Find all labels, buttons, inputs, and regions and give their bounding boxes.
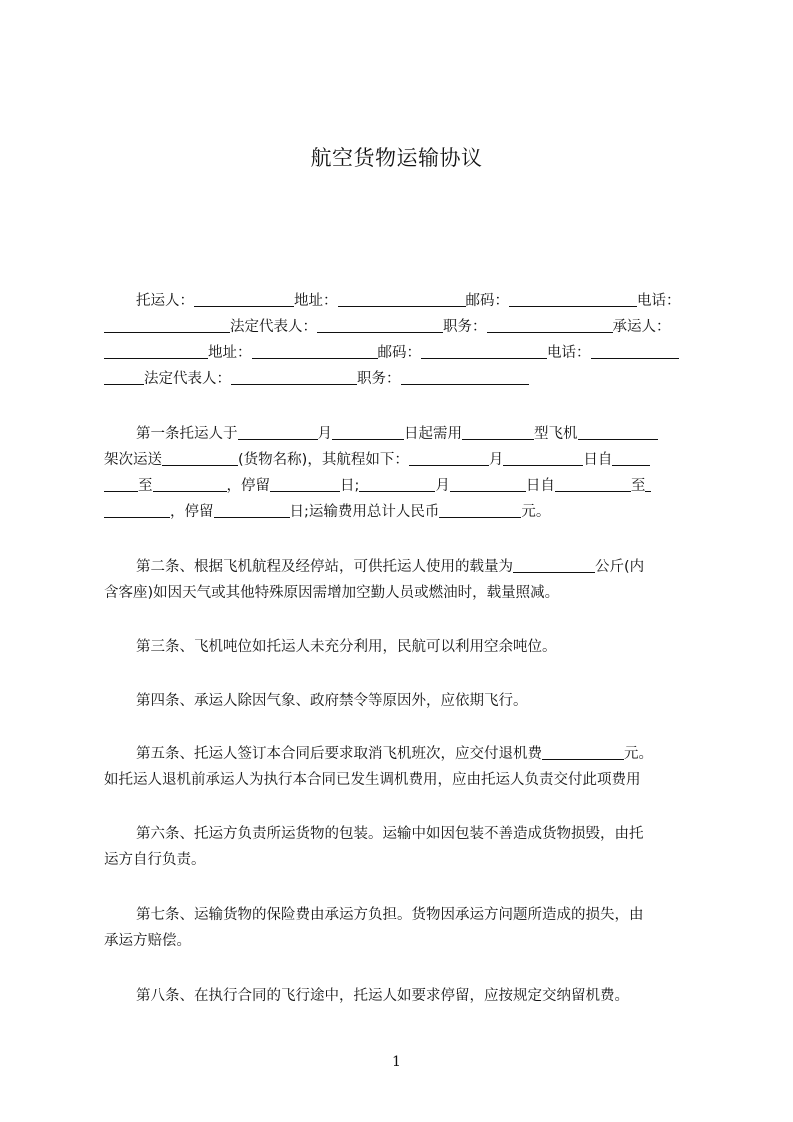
route1-from-blank[interactable]: [612, 450, 650, 466]
article1-text: 元。: [521, 504, 551, 520]
address-label: 地址：: [208, 345, 252, 361]
article8-line-1: 第八条、在执行合同的飞行途中，托运人如要求停留，应按规定交纳留机费。: [136, 988, 629, 1004]
cargo-name-blank[interactable]: [162, 450, 238, 466]
party-line-3: [104, 340, 704, 366]
article1-text: 月: [435, 478, 450, 494]
article1-line-3: [104, 473, 704, 499]
article1-text: ，停留: [226, 478, 270, 494]
article1-text: 月: [317, 426, 332, 442]
article6-line-2: 运方自行负责。: [104, 852, 206, 868]
article1-text: 日自: [583, 452, 613, 468]
article1-text: 日起需用: [404, 426, 462, 442]
carrier-phone-blank-cont[interactable]: [104, 369, 144, 385]
phone-label: 电话：: [637, 293, 681, 309]
total-fee-blank[interactable]: [439, 502, 521, 518]
route1-month-blank[interactable]: [409, 450, 489, 466]
consignor-legal-rep-blank[interactable]: [317, 317, 443, 333]
address-label: 地址：: [294, 293, 338, 309]
start-day-blank[interactable]: [332, 424, 404, 440]
carrier-legal-rep-blank[interactable]: [231, 369, 357, 385]
position-label: 职务：: [443, 319, 487, 335]
carrier-postcode-blank[interactable]: [421, 343, 547, 359]
postcode-label: 邮码：: [465, 293, 509, 309]
route2-stay-blank[interactable]: [214, 502, 290, 518]
route1-from-blank-cont[interactable]: [104, 476, 138, 492]
article1-text: 型飞机: [534, 426, 578, 442]
legal-rep-label: 法定代表人：: [230, 319, 317, 335]
carrier-position-blank[interactable]: [401, 369, 529, 385]
article6-line-1: 第六条、托运方负责所运货物的包装。运输中如因包装不善造成货物损毁，由托: [136, 826, 644, 842]
route2-month-blank[interactable]: [359, 476, 435, 492]
article2-text: 公斤(内: [595, 559, 645, 575]
consignor-blank[interactable]: [194, 291, 294, 307]
article1-text: 至: [630, 478, 646, 494]
article3-line-1: 第三条、飞机吨位如托运人未充分利用，民航可以利用空余吨位。: [136, 639, 557, 655]
route1-day-blank[interactable]: [503, 450, 583, 466]
article5-line-2: 如托运人退机前承运人为执行本合同已发生调机费用，应由托运人负责交付此项费用: [104, 772, 641, 788]
party-line-1: [104, 288, 704, 314]
article5-text: 元。: [624, 746, 653, 762]
article1-text: 架次运送: [104, 452, 162, 468]
article1-text: 日;: [340, 478, 360, 494]
article2-text: 第二条、根据飞机航程及经停站，可供托运人使用的载量为: [136, 559, 513, 575]
route2-from-blank[interactable]: [555, 476, 631, 492]
route2-to-blank[interactable]: [645, 476, 651, 492]
consignor-address-blank[interactable]: [338, 291, 466, 307]
article5-line-1: [104, 741, 704, 767]
article5-text: 第五条、托运人签订本合同后要求取消飞机班次，应交付退机费: [136, 746, 542, 762]
carrier-label: 承运人：: [612, 319, 671, 335]
party-line-4: [104, 366, 704, 392]
aircraft-type-blank[interactable]: [462, 424, 534, 440]
phone-label: 电话：: [547, 345, 591, 361]
route1-to-blank[interactable]: [153, 476, 227, 492]
consignor-position-blank[interactable]: [487, 317, 613, 333]
article1-text: 日自: [525, 478, 555, 494]
article4-line-1: 第四条、承运人除因气象、政府禁令等原因外，应依期飞行。: [136, 693, 528, 709]
article1-line-4: [104, 499, 704, 525]
article1-text: 第一条托运人于: [136, 426, 238, 442]
carrier-address-blank[interactable]: [252, 343, 378, 359]
consignor-phone-blank[interactable]: [104, 317, 230, 333]
cancel-fee-blank[interactable]: [542, 744, 624, 760]
article1-text: 至: [138, 478, 153, 494]
consignor-postcode-blank[interactable]: [509, 291, 637, 307]
document-title: 航空货物运输协议: [310, 146, 483, 170]
route1-stay-blank[interactable]: [270, 476, 340, 492]
party-line-2: [104, 314, 704, 340]
carrier-blank[interactable]: [104, 343, 208, 359]
flights-count-blank[interactable]: [578, 424, 658, 440]
article7-line-1: 第七条、运输货物的保险费由承运方负担。货物因承运方问题所造成的损失，由: [136, 907, 644, 923]
page-number: 1: [392, 1054, 401, 1070]
postcode-label: 邮码：: [377, 345, 421, 361]
article1-text: 日;运输费用总计人民币: [289, 504, 440, 520]
article1-text: 月: [488, 452, 504, 468]
route2-to-blank-cont[interactable]: [104, 502, 170, 518]
article2-line-1: [104, 554, 704, 580]
consignor-label: 托运人：: [136, 293, 194, 309]
legal-rep-label: 法定代表人：: [144, 371, 231, 387]
start-month-blank[interactable]: [238, 424, 318, 440]
article1-text: (货物名称)，其航程如下：: [238, 452, 409, 468]
article2-line-2: 含客座)如因天气或其他特殊原因需增加空勤人员或燃油时，载量照减。: [104, 585, 560, 601]
load-capacity-blank[interactable]: [513, 557, 595, 573]
position-label: 职务：: [357, 371, 401, 387]
article1-text: ，停留: [170, 504, 214, 520]
article1-line-1: [104, 421, 704, 447]
article1-line-2: [104, 447, 704, 473]
article7-line-2: 承运方赔偿。: [104, 933, 191, 949]
route2-day-blank[interactable]: [450, 476, 526, 492]
carrier-phone-blank[interactable]: [591, 343, 679, 359]
